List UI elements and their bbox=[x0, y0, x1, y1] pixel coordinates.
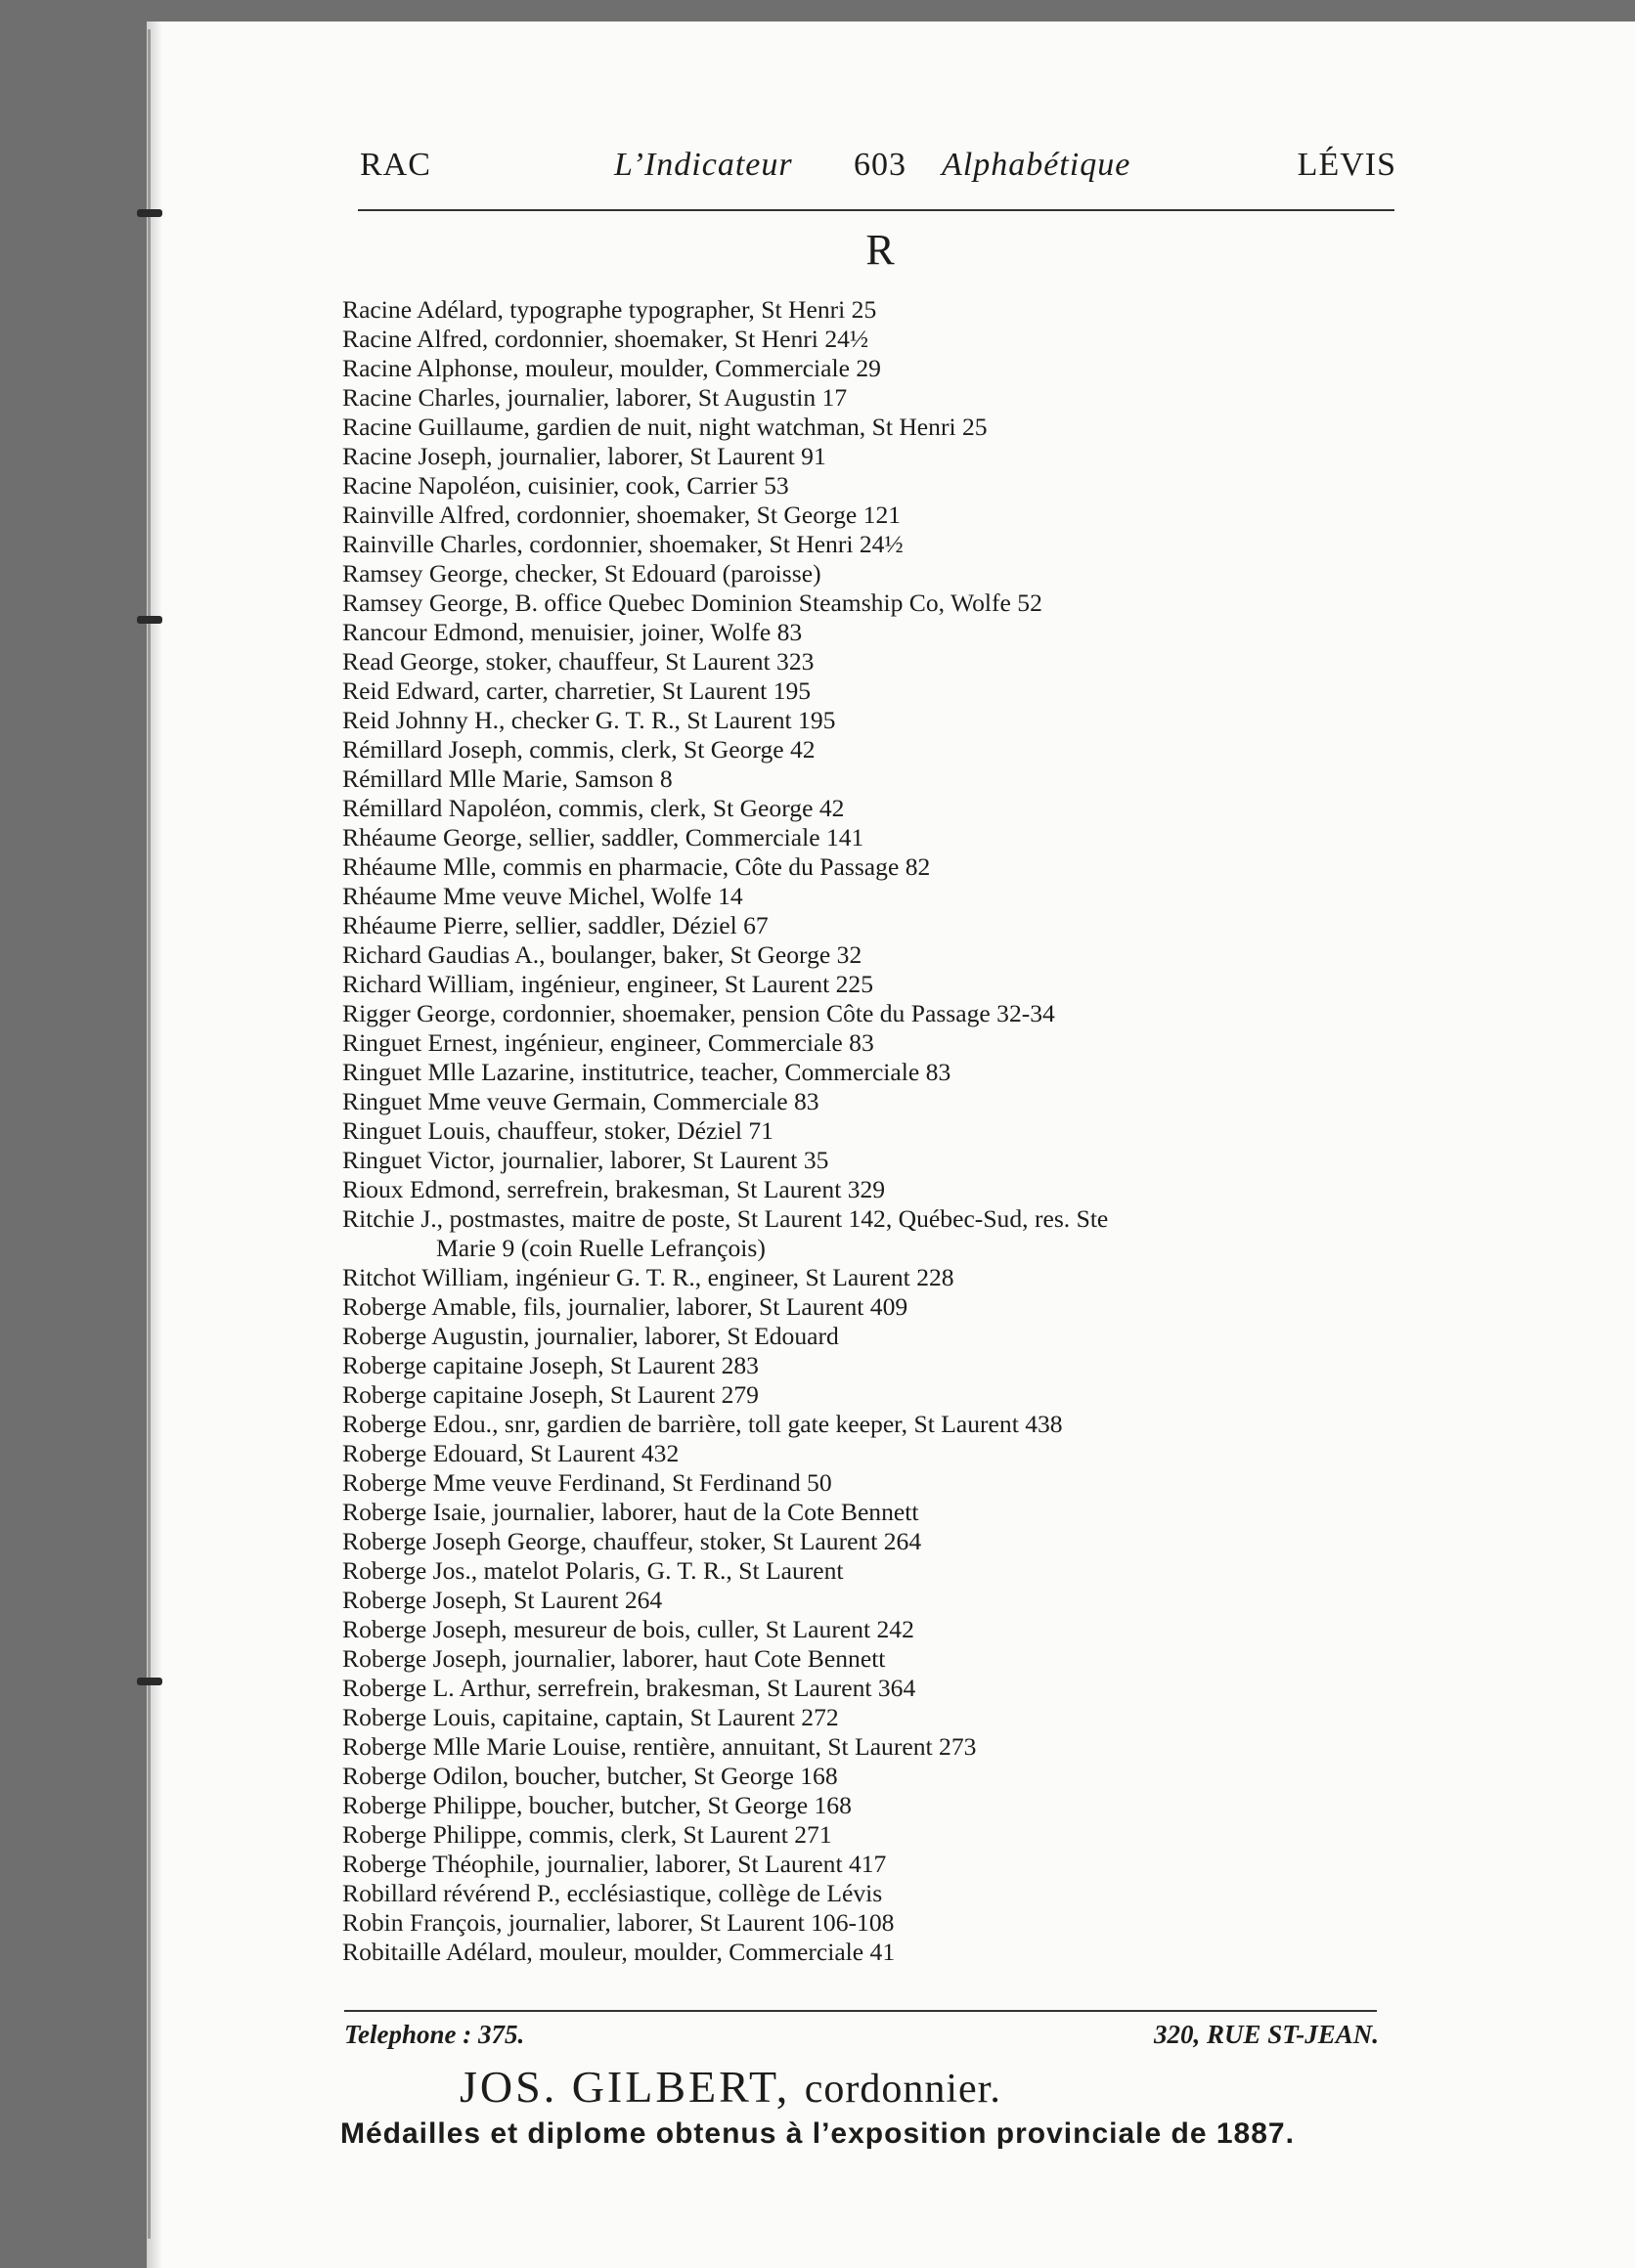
directory-entry: Ringuet Victor, journalier, laborer, St Laurent 35 bbox=[342, 1146, 829, 1174]
ad-profession: cordonnier. bbox=[804, 2067, 1001, 2112]
directory-entry: Ringuet Mlle Lazarine, institutrice, teacher, Commerciale 83 bbox=[342, 1058, 951, 1086]
directory-entry: Roberge Mme veuve Ferdinand, St Ferdinand 50 bbox=[342, 1468, 832, 1497]
header-title-left: L’Indicateur bbox=[614, 147, 793, 183]
directory-entry: Read George, stoker, chauffeur, St Laurent 323 bbox=[342, 647, 815, 676]
directory-entry: Roberge Philippe, commis, clerk, St Laurent 271 bbox=[342, 1820, 832, 1849]
directory-entry: Roberge capitaine Joseph, St Laurent 279 bbox=[342, 1380, 759, 1409]
header-rule bbox=[358, 209, 1394, 211]
directory-entry: Roberge Théophile, journalier, laborer, St Laurent 417 bbox=[342, 1850, 887, 1878]
directory-entry: Rhéaume Mlle, commis en pharmacie, Côte du Passage 82 bbox=[342, 852, 931, 881]
directory-entries bbox=[342, 295, 1398, 1967]
directory-entry: Roberge Jos., matelot Polaris, G. T. R., St Laurent bbox=[342, 1556, 844, 1585]
ad-merchant-name bbox=[460, 2061, 1001, 2113]
directory-entry: Ringuet Mme veuve Germain, Commerciale 83 bbox=[342, 1087, 819, 1115]
directory-entry: Roberge Edou., snr, gardien de barrière, toll gate keeper, St Laurent 438 bbox=[342, 1410, 1063, 1438]
directory-entry: Marie 9 (coin Ruelle Lefrançois) bbox=[436, 1234, 766, 1262]
directory-entry: Racine Napoléon, cuisinier, cook, Carrier 53 bbox=[342, 471, 789, 500]
directory-entry: Roberge Joseph, journalier, laborer, haut Cote Bennett bbox=[342, 1644, 886, 1673]
directory-entry: Reid Edward, carter, charretier, St Laurent 195 bbox=[342, 676, 812, 705]
directory-entry: Racine Alphonse, mouleur, moulder, Commerciale 29 bbox=[342, 354, 881, 382]
directory-entry: Roberge L. Arthur, serrefrein, brakesman, St Laurent 364 bbox=[342, 1674, 916, 1702]
directory-entry: Ramsey George, checker, St Edouard (paroisse) bbox=[342, 559, 821, 588]
ad-telephone: Telephone : 375. bbox=[344, 2020, 525, 2049]
directory-entry: Rémillard Napoléon, commis, clerk, St George 42 bbox=[342, 794, 845, 822]
directory-entry: Roberge Louis, capitaine, captain, St Laurent 272 bbox=[342, 1703, 839, 1731]
directory-entry: Racine Alfred, cordonnier, shoemaker, St Henri 24½ bbox=[342, 325, 869, 353]
directory-entry: Rémillard Joseph, commis, clerk, St George 42 bbox=[342, 735, 816, 763]
directory-entry: Roberge Amable, fils, journalier, laborer, St Laurent 409 bbox=[342, 1292, 908, 1321]
directory-entry: Rancour Edmond, menuisier, joiner, Wolfe 83 bbox=[342, 618, 803, 646]
directory-entry: Rhéaume Mme veuve Michel, Wolfe 14 bbox=[342, 882, 743, 910]
section-letter: R bbox=[865, 226, 895, 274]
binding-stitch bbox=[137, 1678, 162, 1685]
page-number: 603 bbox=[854, 147, 906, 183]
directory-entry: Racine Adélard, typographe typographer, St Henri 25 bbox=[342, 295, 877, 324]
directory-entry: Rigger George, cordonnier, shoemaker, pension Côte du Passage 32-34 bbox=[342, 999, 1055, 1027]
advertisement-rule bbox=[344, 2010, 1377, 2012]
directory-entry: Rhéaume George, sellier, saddler, Commerciale 141 bbox=[342, 823, 864, 851]
directory-entry: Robin François, journalier, laborer, St Laurent 106-108 bbox=[342, 1908, 895, 1937]
directory-entry: Ringuet Ernest, ingénieur, engineer, Commerciale 83 bbox=[342, 1028, 874, 1057]
header-title-right: Alphabétique bbox=[942, 147, 1131, 183]
directory-entry: Roberge Mlle Marie Louise, rentière, annuitant, St Laurent 273 bbox=[342, 1732, 977, 1761]
directory-entry: Ritchie J., postmastes, maitre de poste, St Laurent 142, Québec-Sud, res. Ste bbox=[342, 1204, 1109, 1233]
directory-entry: Richard William, ingénieur, engineer, St Laurent 225 bbox=[342, 970, 874, 998]
directory-entry: Ramsey George, B. office Quebec Dominion Steamship Co, Wolfe 52 bbox=[342, 589, 1042, 617]
directory-entry: Rainville Alfred, cordonnier, shoemaker, St George 121 bbox=[342, 501, 902, 529]
binding-stitch bbox=[137, 616, 162, 624]
directory-entry: Racine Guillaume, gardien de nuit, night watchman, St Henri 25 bbox=[342, 413, 988, 441]
directory-entry: Roberge Isaie, journalier, laborer, haut de la Cote Bennett bbox=[342, 1498, 919, 1526]
directory-entry: Robitaille Adélard, mouleur, moulder, Commerciale 41 bbox=[342, 1938, 896, 1966]
directory-entry: Ringuet Louis, chauffeur, stoker, Déziel 71 bbox=[342, 1116, 773, 1145]
directory-entry: Roberge Odilon, boucher, butcher, St George 168 bbox=[342, 1762, 838, 1790]
header-city: LÉVIS bbox=[1297, 147, 1396, 183]
directory-entry: Roberge capitaine Joseph, St Laurent 283 bbox=[342, 1351, 759, 1379]
directory-entry: Roberge Joseph George, chauffeur, stoker, St Laurent 264 bbox=[342, 1527, 922, 1555]
directory-entry: Rhéaume Pierre, sellier, saddler, Déziel 67 bbox=[342, 911, 769, 939]
directory-entry: Roberge Joseph, St Laurent 264 bbox=[342, 1586, 663, 1614]
binding-stitch bbox=[137, 209, 162, 217]
header-section-code: RAC bbox=[360, 147, 431, 183]
directory-entry: Rainville Charles, cordonnier, shoemaker, St Henri 24½ bbox=[342, 530, 904, 558]
directory-entry: Roberge Edouard, St Laurent 432 bbox=[342, 1439, 680, 1467]
directory-entry: Ritchot William, ingénieur G. T. R., engineer, St Laurent 228 bbox=[342, 1263, 954, 1291]
binding-thread bbox=[148, 29, 151, 2239]
directory-entry: Rioux Edmond, serrefrein, brakesman, St Laurent 329 bbox=[342, 1175, 886, 1203]
directory-entry: Racine Charles, journalier, laborer, St Augustin 17 bbox=[342, 383, 848, 412]
page-header bbox=[360, 147, 1396, 196]
directory-entry: Racine Joseph, journalier, laborer, St Laurent 91 bbox=[342, 442, 826, 470]
directory-entry: Richard Gaudias A., boulanger, baker, St George 32 bbox=[342, 940, 862, 969]
directory-entry: Roberge Philippe, boucher, butcher, St George 168 bbox=[342, 1791, 852, 1819]
ad-address: 320, RUE ST-JEAN. bbox=[1153, 2020, 1379, 2049]
ad-tagline: Médailles et diplome obtenus à l’exposition provinciale de 1887. bbox=[340, 2117, 1295, 2150]
directory-entry: Rémillard Mlle Marie, Samson 8 bbox=[342, 764, 673, 793]
directory-entry: Robillard révérend P., ecclésiastique, collège de Lévis bbox=[342, 1879, 883, 1907]
ad-name-text: JOS. GILBERT, bbox=[460, 2062, 791, 2112]
directory-entry: Reid Johnny H., checker G. T. R., St Laurent 195 bbox=[342, 706, 836, 734]
directory-entry: Roberge Augustin, journalier, laborer, St Edouard bbox=[342, 1322, 839, 1350]
directory-entry: Roberge Joseph, mesureur de bois, culler, St Laurent 242 bbox=[342, 1615, 914, 1643]
